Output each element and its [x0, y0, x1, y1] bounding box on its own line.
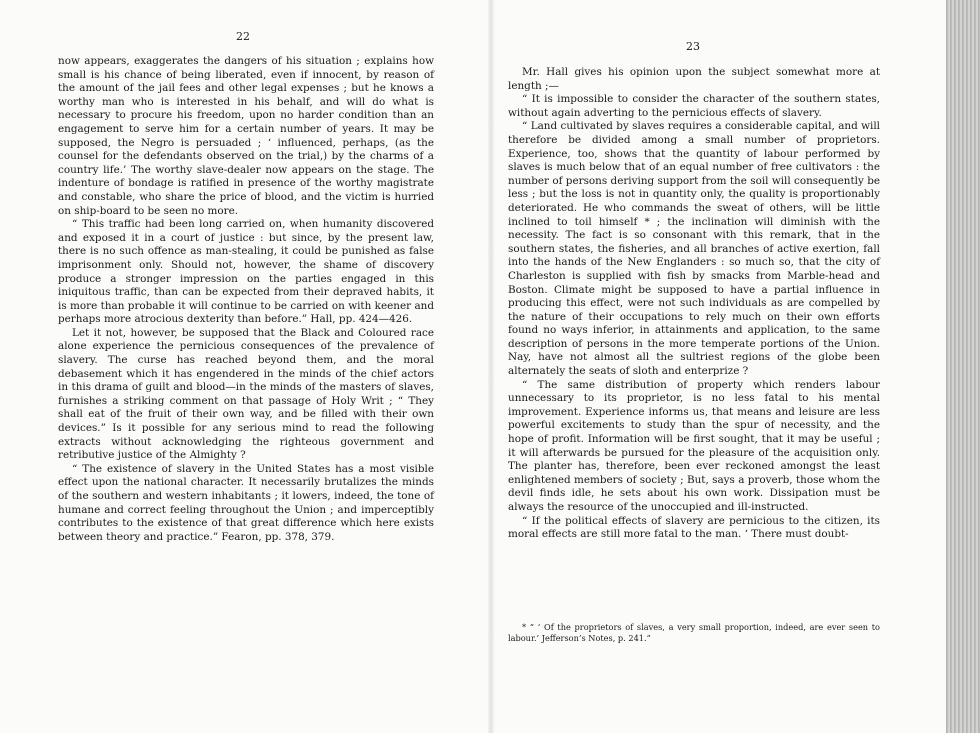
left-paragraph-1: now appears, exaggerates the dangers of his situation ; explains how small is his chance of being liberated, even if innocent, by reason of the amount of the jail fees and other legal expenses ; but he knows a worthy man who is interested in his behalf, and will do what is necessary to procure his freedom, upon no harder condition than an engagement to serve him for a certain number of years. It may be supposed, the Negro is persuaded ; ‘ influenced, perhaps, (as the counsel for the defendants observed on the trial,) by the charms of a country life.’ The worthy slave-dealer now appears on the stage. The indenture of bondage is ratified in presence of the worthy magistrate and constable, who share the price of blood, and the victim is hurried on ship-board to be seen no more. — [58, 55, 434, 217]
right-paragraph-5: “ If the political effects of slavery are pernicious to the citizen, its moral effects are still more fatal to the man. ‘ There must doubt- — [508, 514, 880, 541]
page-edges — [946, 0, 980, 733]
right-page-body — [508, 66, 880, 542]
left-page — [58, 0, 434, 733]
right-paragraph-1: Mr. Hall gives his opinion upon the subject somewhat more at length ;— — [508, 66, 880, 92]
right-paragraph-4: “ The same distribution of property which renders labour unnecessary to its proprietor, is no less fatal to his mental improvement. Experience informs us, that means and leisure are less powerful excitements to study than the spur of necessity, and the hope of profit. Information will be first sought, that it may be useful ; it will afterwards be pursued for the pleasure of the acquisition only. The planter has, therefore, been ever reckoned amongst the least enlightened members of society ; But, says a proverb, those whom the devil finds idle, he sets about his own work. Dissipation must be always the resource of the unoccupied and ill-instructed. — [508, 378, 880, 513]
right-page — [508, 0, 880, 733]
book-gutter — [488, 0, 494, 733]
left-page-number: 22 — [236, 30, 250, 43]
left-paragraph-3: Let it not, however, be supposed that the Black and Coloured race alone experience the pernicious consequences of the prevalence of slavery. The curse has reached beyond them, and the moral debasement which it has engendered in the minds of the chief actors in this drama of guilt and blood—in the minds of the masters of slaves, furnishes a striking comment on that passage of Holy Writ ; “ They shall eat of the fruit of their own way, and be filled with their own devices.” Is it possible for any serious mind to read the following extracts without acknowledging the righteous government and retributive justice of the Almighty ? — [58, 326, 434, 462]
left-page-body — [58, 55, 434, 544]
right-paragraph-3: “ Land cultivated by slaves requires a considerable capital, and will therefore be divided among a small number of proprietors. Experience, too, shows that the quantity of labour performed by slaves is much below that of an equal number of free cultivators : the number of persons deriving support from the soil will consequently be less ; but the loss is not in quantity only, the quality is proportionably deteriorated. He who commands the sweat of others, will be little inclined to toil himself * ; the inclination will diminish with the necessity. The fact is so consonant with this remark, that in the southern states, the fisheries, and all branches of active exertion, fall into the hands of the New Englanders : so much so, that the city of Charleston is supplied with fish by smacks from Marble-head and Boston. Climate might be supposed to have a partial influence in producing this effect, were not such individuals as are compelled by the nature of their occupations to rely much on their own efforts found no ways inferior, in attainments and application, to the same description of persons in the more temperate portions of the Union. Nay, have not almost all the sultriest regions of the globe been alternately the seats of sloth and enterprize ? — [508, 120, 880, 378]
left-paragraph-2: “ This traffic had been long carried on, when humanity discovered and exposed it in a court of justice : but since, by the present law, there is no such offence as man-stealing, it could be punished as false imprisonment only. Should not, however, the shame of discovery produce a stronger impression on the parties engaged in this iniquitous traffic, than can be expected from their depraved habits, it is more than probable it will continue to be carried on with keener and perhaps more atrocious dexterity than before.” Hall, pp. 424—426. — [58, 218, 434, 326]
left-paragraph-4: “ The existence of slavery in the United States has a most visible effect upon the national character. It necessarily brutalizes the minds of the southern and western inhabitants ; it lowers, indeed, the tone of humane and correct feeling throughout the Union ; and imperceptibly contributes to the existence of that great difference which here exists between theory and practice.” Fearon, pp. 378, 379. — [58, 462, 434, 543]
right-paragraph-2: “ It is impossible to consider the character of the southern states, without again adverting to the pernicious effects of slavery. — [508, 93, 880, 119]
footnote-text: * “ ‘ Of the proprietors of slaves, a very small proportion, indeed, are ever seen to labour.’ Jefferson’s Notes, p. 241.” — [508, 622, 880, 643]
right-footnote — [508, 622, 880, 644]
right-page-number: 23 — [686, 40, 700, 53]
